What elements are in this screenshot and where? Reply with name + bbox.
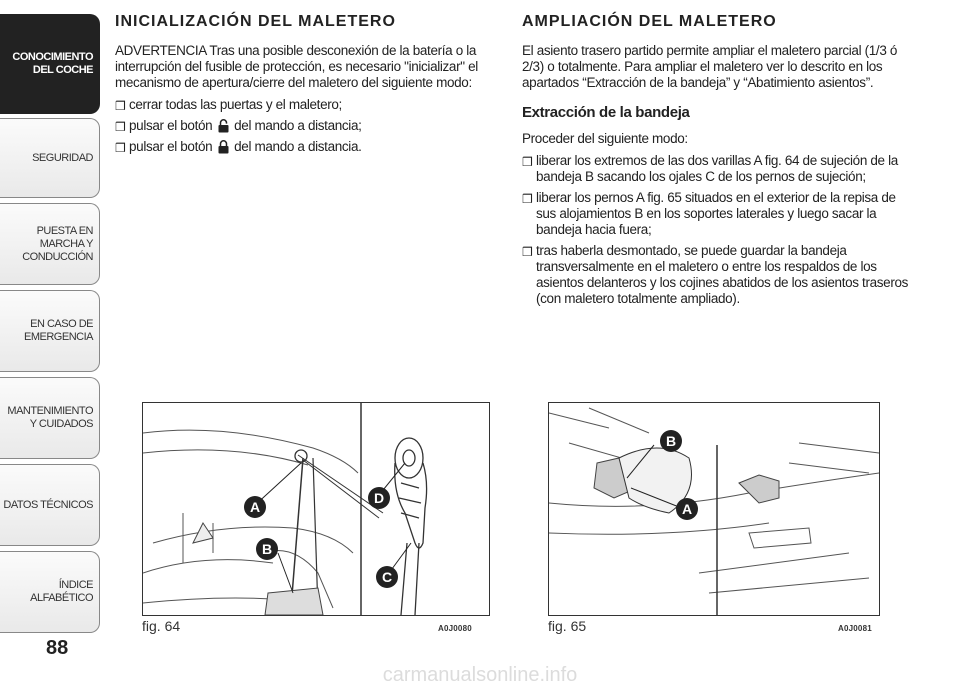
checkbox-bullet-icon: ❒ <box>522 155 533 169</box>
list-item-text: del mando a distancia. <box>234 139 362 154</box>
tab-conocimiento-del-coche[interactable] <box>0 14 100 114</box>
tab-seguridad[interactable] <box>0 118 100 198</box>
label-a: A <box>249 499 261 515</box>
figure-65-code: A0J0081 <box>838 624 872 633</box>
list-item-text: cerrar todas las puertas y el maletero; <box>129 97 342 112</box>
page-number: 88 <box>46 637 69 659</box>
checkbox-bullet-icon: ❒ <box>115 120 126 134</box>
label-a: A <box>681 501 693 517</box>
tab-mantenimiento[interactable] <box>0 377 100 459</box>
tab-label: CONOCIMIENTO DEL COCHE <box>12 51 93 76</box>
intro-paragraph: El asiento trasero partido permite ampliar el maletero parcial (1/3 ó 2/3) o totalmente. Para ampliar el maletero ver lo descrito en los apartados “Extracción de la bandeja” y “Abatimiento asientos”. <box>522 43 898 90</box>
list-item <box>115 139 485 155</box>
right-column <box>522 14 912 312</box>
tab-label: SEGURIDAD <box>32 151 93 164</box>
figure-65-caption: fig. 65 <box>548 618 587 634</box>
list-item-text: liberar los pernos A fig. 65 situados en el exterior de la repisa de sus alojamientos B en los soportes laterales y luego sacar la bandeja hacia fuera; <box>536 190 896 237</box>
checkbox-bullet-icon: ❒ <box>115 141 126 155</box>
checkbox-bullet-icon: ❒ <box>522 245 533 259</box>
list-item <box>522 190 912 238</box>
label-b: B <box>665 433 677 449</box>
list-item-text: pulsar el botón <box>129 139 213 154</box>
tab-puesta-en-marcha[interactable] <box>0 203 100 285</box>
tab-label: DATOS TÉCNICOS <box>3 498 93 511</box>
tab-label: MANTENIMIENTO Y CUIDADOS <box>7 405 93 430</box>
list-item-text: del mando a distancia; <box>234 118 362 133</box>
unlock-icon <box>218 119 229 133</box>
list-item-text: pulsar el botón <box>129 118 213 133</box>
left-column <box>115 14 485 160</box>
checkbox-bullet-icon: ❒ <box>115 99 126 113</box>
warning-paragraph: ADVERTENCIA Tras una posible desconexión de la batería o la interrupción del fusible de protección, es necesario "inicializar" el mecanismo de apertura/cierre del maletero del siguiente modo: <box>115 43 478 90</box>
figure-64-code: A0J0080 <box>438 624 472 633</box>
lock-icon <box>218 140 229 154</box>
figure-65-illustration <box>548 402 880 616</box>
figure-64-caption: fig. 64 <box>142 618 181 634</box>
tab-label: EN CASO DE EMERGENCIA <box>24 318 93 343</box>
section-title: AMPLIACIÓN DEL MALETERO <box>522 13 777 30</box>
list-item <box>115 97 485 113</box>
chapter-sidebar <box>0 0 103 640</box>
tab-datos-tecnicos[interactable] <box>0 464 100 546</box>
label-c: C <box>381 569 393 585</box>
section-title: INICIALIZACIÓN DEL MALETERO <box>115 13 396 30</box>
tab-en-caso-de-emergencia[interactable] <box>0 290 100 372</box>
label-b: B <box>261 541 273 557</box>
label-d: D <box>373 490 385 506</box>
list-item <box>522 153 912 185</box>
trunk-rod-illustration <box>143 403 489 615</box>
tab-indice-alfabetico[interactable] <box>0 551 100 633</box>
lead-paragraph: Proceder del siguiente modo: <box>522 131 688 146</box>
checkbox-bullet-icon: ❒ <box>522 192 533 206</box>
tab-label: ÍNDICE ALFABÉTICO <box>30 579 93 604</box>
list-item <box>115 118 485 134</box>
trunk-shelf-illustration <box>549 403 879 615</box>
tab-label: PUESTA EN MARCHA Y CONDUCCIÓN <box>22 224 93 263</box>
subsection-title: Extracción de la bandeja <box>522 104 690 121</box>
figure-64-illustration <box>142 402 490 616</box>
watermark: carmanualsonline.info <box>382 664 578 686</box>
list-item-text: tras haberla desmontado, se puede guardar la bandeja transversalmente en el maletero o entre los respaldos de los asientos delanteros y los cojines abatidos de los asientos traseros (con maletero totalmente ampliado). <box>536 243 909 306</box>
list-item <box>522 243 912 307</box>
list-item-text: liberar los extremos de las dos varillas A fig. 64 de sujeción de la bandeja B sacando los ojales C de los pernos de sujeción; <box>536 153 898 184</box>
